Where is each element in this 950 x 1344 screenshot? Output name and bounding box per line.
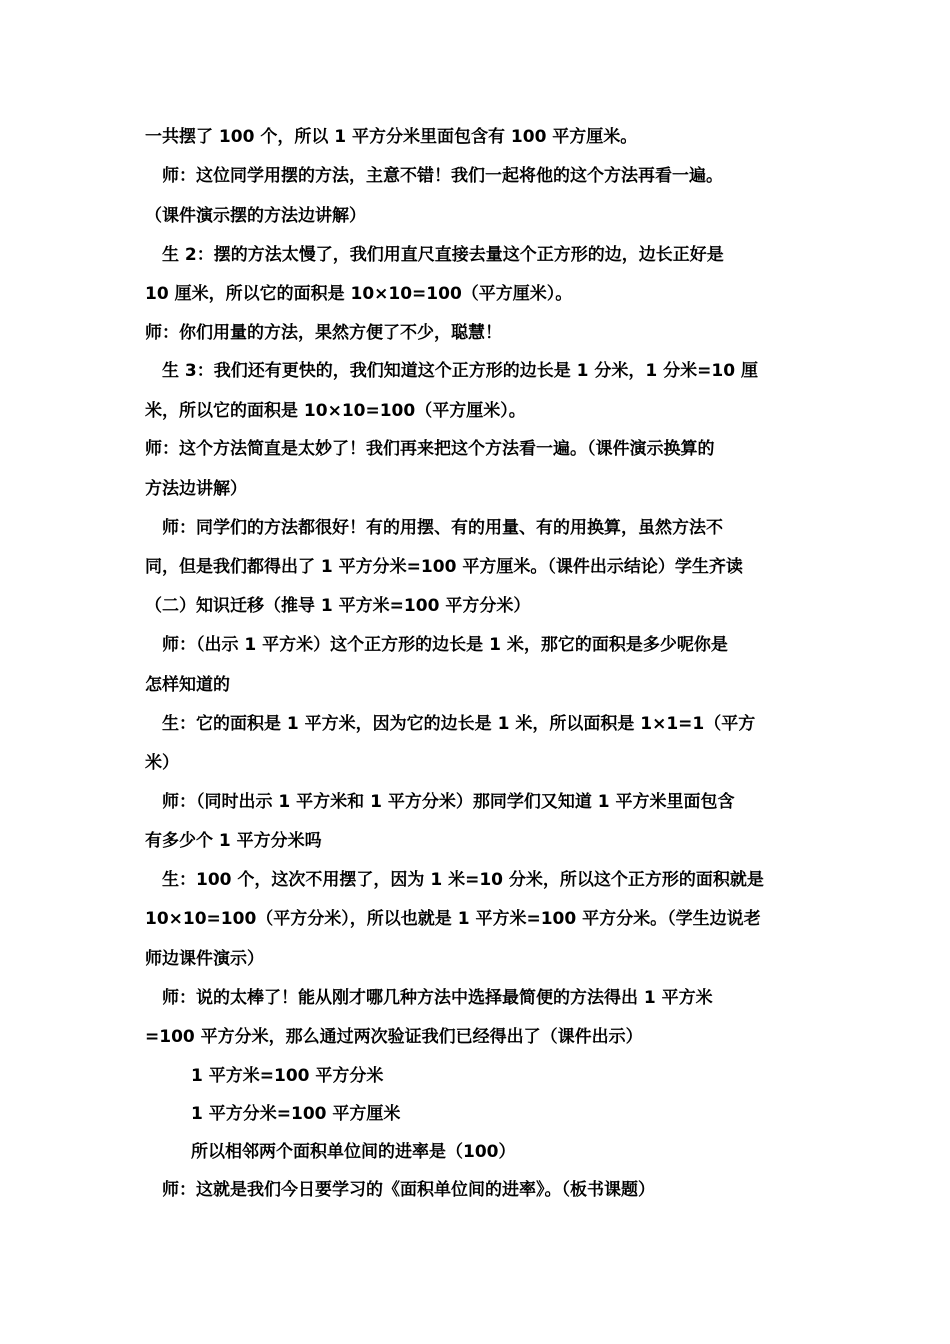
text-line: 师：这位同学用摆的方法，主意不错！我们一起将他的这个方法再看一遍。 [162, 166, 723, 186]
text-line: 生 3：我们还有更快的，我们知道这个正方形的边长是 1 分米，1 分米=10 厘 [162, 361, 758, 381]
formula-line: 1 平方分米=100 平方厘米 [191, 1104, 401, 1124]
text-line: 师：这个方法简直是太妙了！我们再来把这个方法看一遍。（课件演示换算的 [145, 439, 715, 459]
text-line: 师：这就是我们今日要学习的《面积单位间的进率》。（板书课题） [162, 1180, 655, 1200]
text-line: 怎样知道的 [145, 675, 230, 695]
text-line: 师：说的太棒了！能从刚才哪几种方法中选择最简便的方法得出 1 平方米 [162, 988, 713, 1008]
text-line: 师：（出示 1 平方米）这个正方形的边长是 1 米，那它的面积是多少呢你是 [162, 635, 728, 655]
text-line: 米） [145, 753, 179, 773]
formula-line: 所以相邻两个面积单位间的进率是（100） [191, 1142, 516, 1162]
section-heading: （二）知识迁移（推导 1 平方米=100 平方分米） [145, 596, 531, 616]
text-line: 10×10=100（平方分米），所以也就是 1 平方米=100 平方分米。（学生边说老 [145, 909, 761, 929]
text-line: 师边课件演示） [145, 949, 264, 969]
text-line: 师：你们用量的方法，果然方便了不少，聪慧！ [145, 323, 502, 343]
formula-line: 1 平方米=100 平方分米 [191, 1066, 384, 1086]
text-line: 师：（同时出示 1 平方米和 1 平方分米）那同学们又知道 1 平方米里面包含 [162, 792, 735, 812]
text-line: 师：同学们的方法都很好！有的用摆、有的用量、有的用换算，虽然方法不 [162, 518, 723, 538]
text-line: 一共摆了 100 个，所以 1 平方分米里面包含有 100 平方厘米。 [145, 127, 638, 147]
text-line: （课件演示摆的方法边讲解） [145, 206, 366, 226]
text-line: 生：100 个，这次不用摆了，因为 1 米=10 分米，所以这个正方形的面积就是 [162, 870, 764, 890]
text-line: 10 厘米，所以它的面积是 10×10=100（平方厘米）。 [145, 284, 573, 304]
text-line: 生 2：摆的方法太慢了，我们用直尺直接去量这个正方形的边，边长正好是 [162, 245, 724, 265]
text-line: =100 平方分米，那么通过两次验证我们已经得出了（课件出示） [145, 1027, 643, 1047]
text-line: 同，但是我们都得出了 1 平方分米=100 平方厘米。（课件出示结论）学生齐读 [145, 557, 743, 577]
text-line: 米，所以它的面积是 10×10=100（平方厘米）。 [145, 401, 526, 421]
text-line: 有多少个 1 平方分米吗 [145, 831, 322, 851]
text-line: 方法边讲解） [145, 479, 247, 499]
text-line: 生：它的面积是 1 平方米，因为它的边长是 1 米，所以面积是 1×1=1（平方 [162, 714, 756, 734]
